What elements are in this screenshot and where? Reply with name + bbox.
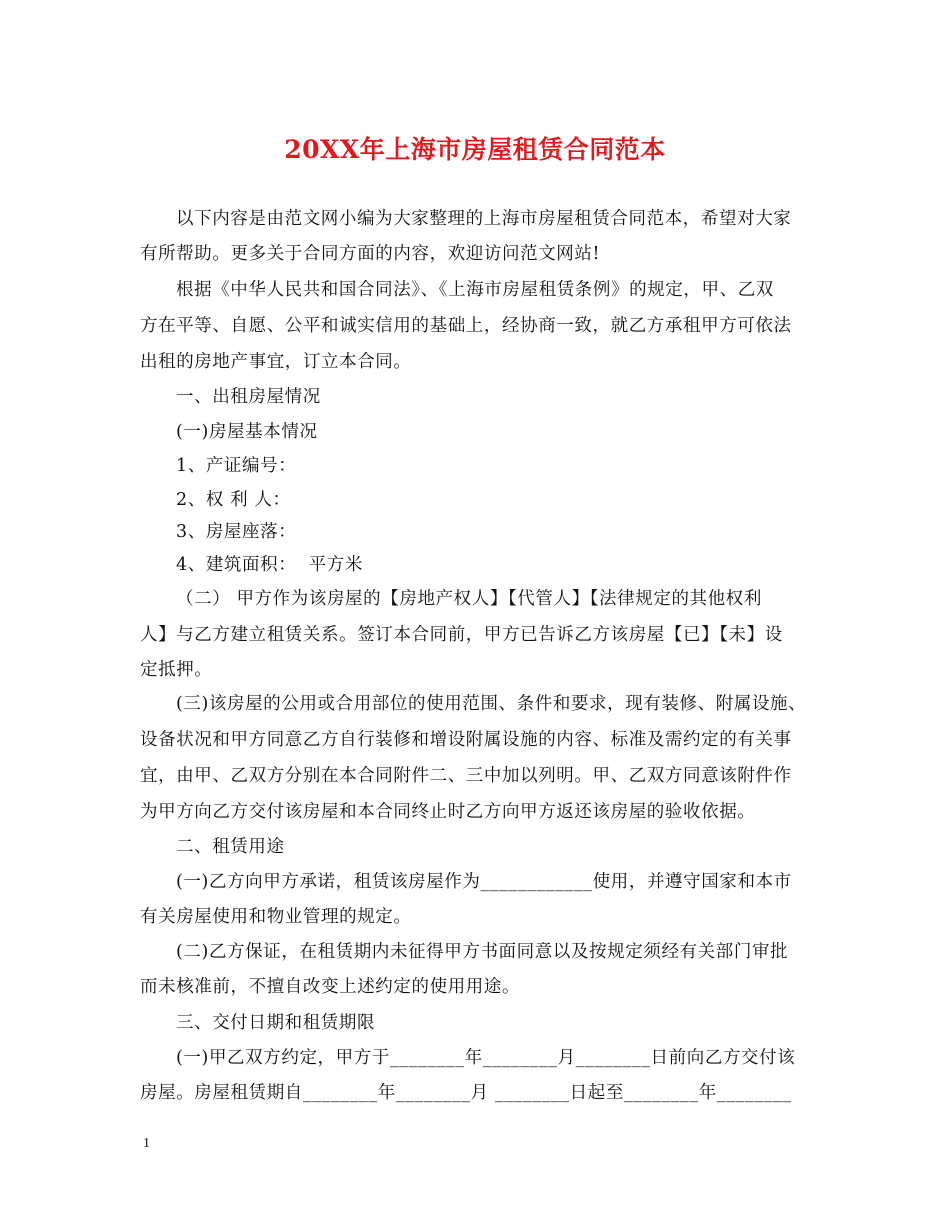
list-item: 3、房屋座落： (176, 522, 297, 542)
section-heading: 一、出租房屋情况 (176, 387, 321, 407)
paragraph-line: 出租的房地产事宜，订立本合同。 (140, 352, 412, 372)
list-item: 1、产证编号： (176, 456, 297, 476)
paragraph-line: (三)该房屋的公用或合用部位的使用范围、条件和要求，现有装修、附属设施、 (176, 694, 807, 714)
list-item: 2、权 利 人： (176, 490, 291, 510)
section-heading: 三、交付日期和租赁期限 (176, 1013, 376, 1033)
paragraph-line: 设备状况和甲方同意乙方自行装修和增设附属设施的内容、标准及需约定的有关事 (140, 730, 792, 750)
page-number: 1 (143, 1136, 150, 1151)
paragraph-line: 方在平等、自愿、公平和诚实信用的基础上，经协商一致，就乙方承租甲方可依法 (140, 316, 792, 336)
subsection-heading: (一)房屋基本情况 (176, 422, 318, 442)
paragraph-line: (一)甲乙双方约定，甲方于________年________月________日前向乙方交付该 (176, 1048, 796, 1068)
paragraph-line: (一)乙方向甲方承诺，租赁该房屋作为____________使用，并遵守国家和本市 (176, 872, 792, 892)
paragraph-line: 有所帮助。更多关于合同方面的内容，欢迎访问范文网站! (140, 244, 601, 264)
section-heading: 二、租赁用途 (176, 837, 285, 857)
paragraph-line: 根据《中华人民共和国合同法》、《上海市房屋租赁条例》的规定，甲、乙双 (176, 280, 774, 300)
paragraph-line: 为甲方向乙方交付该房屋和本合同终止时乙方向甲方返还该房屋的验收依据。 (140, 802, 756, 822)
paragraph-line: 有关房屋使用和物业管理的规定。 (140, 907, 412, 927)
paragraph-line: 宜，由甲、乙双方分别在本合同附件二、三中加以列明。甲、乙双方同意该附件作 (140, 766, 792, 786)
list-item: 4、建筑面积： 平方米 (176, 555, 363, 575)
paragraph-line: 以下内容是由范文网小编为大家整理的上海市房屋租赁合同范本，希望对大家 (176, 209, 792, 229)
paragraph-line: 人】与乙方建立租赁关系。签订本合同前，甲方已告诉乙方该房屋【已】【未】设 (140, 625, 783, 645)
paragraph-line: 而未核准前，不擅自改变上述约定的使用用途。 (140, 977, 521, 997)
paragraph-line: 定抵押。 (140, 660, 213, 680)
paragraph-line: 房屋。房屋租赁期自________年________月 ________日起至________年________ (140, 1083, 792, 1103)
paragraph-line: (二)乙方保证，在租赁期内未征得甲方书面同意以及按规定须经有关部门审批 (176, 942, 789, 962)
document-title: 20XX年上海市房屋租赁合同范本 (284, 135, 666, 164)
paragraph-line: （二） 甲方作为该房屋的【房地产权人】【代管人】【法律规定的其他权利 (176, 589, 762, 609)
